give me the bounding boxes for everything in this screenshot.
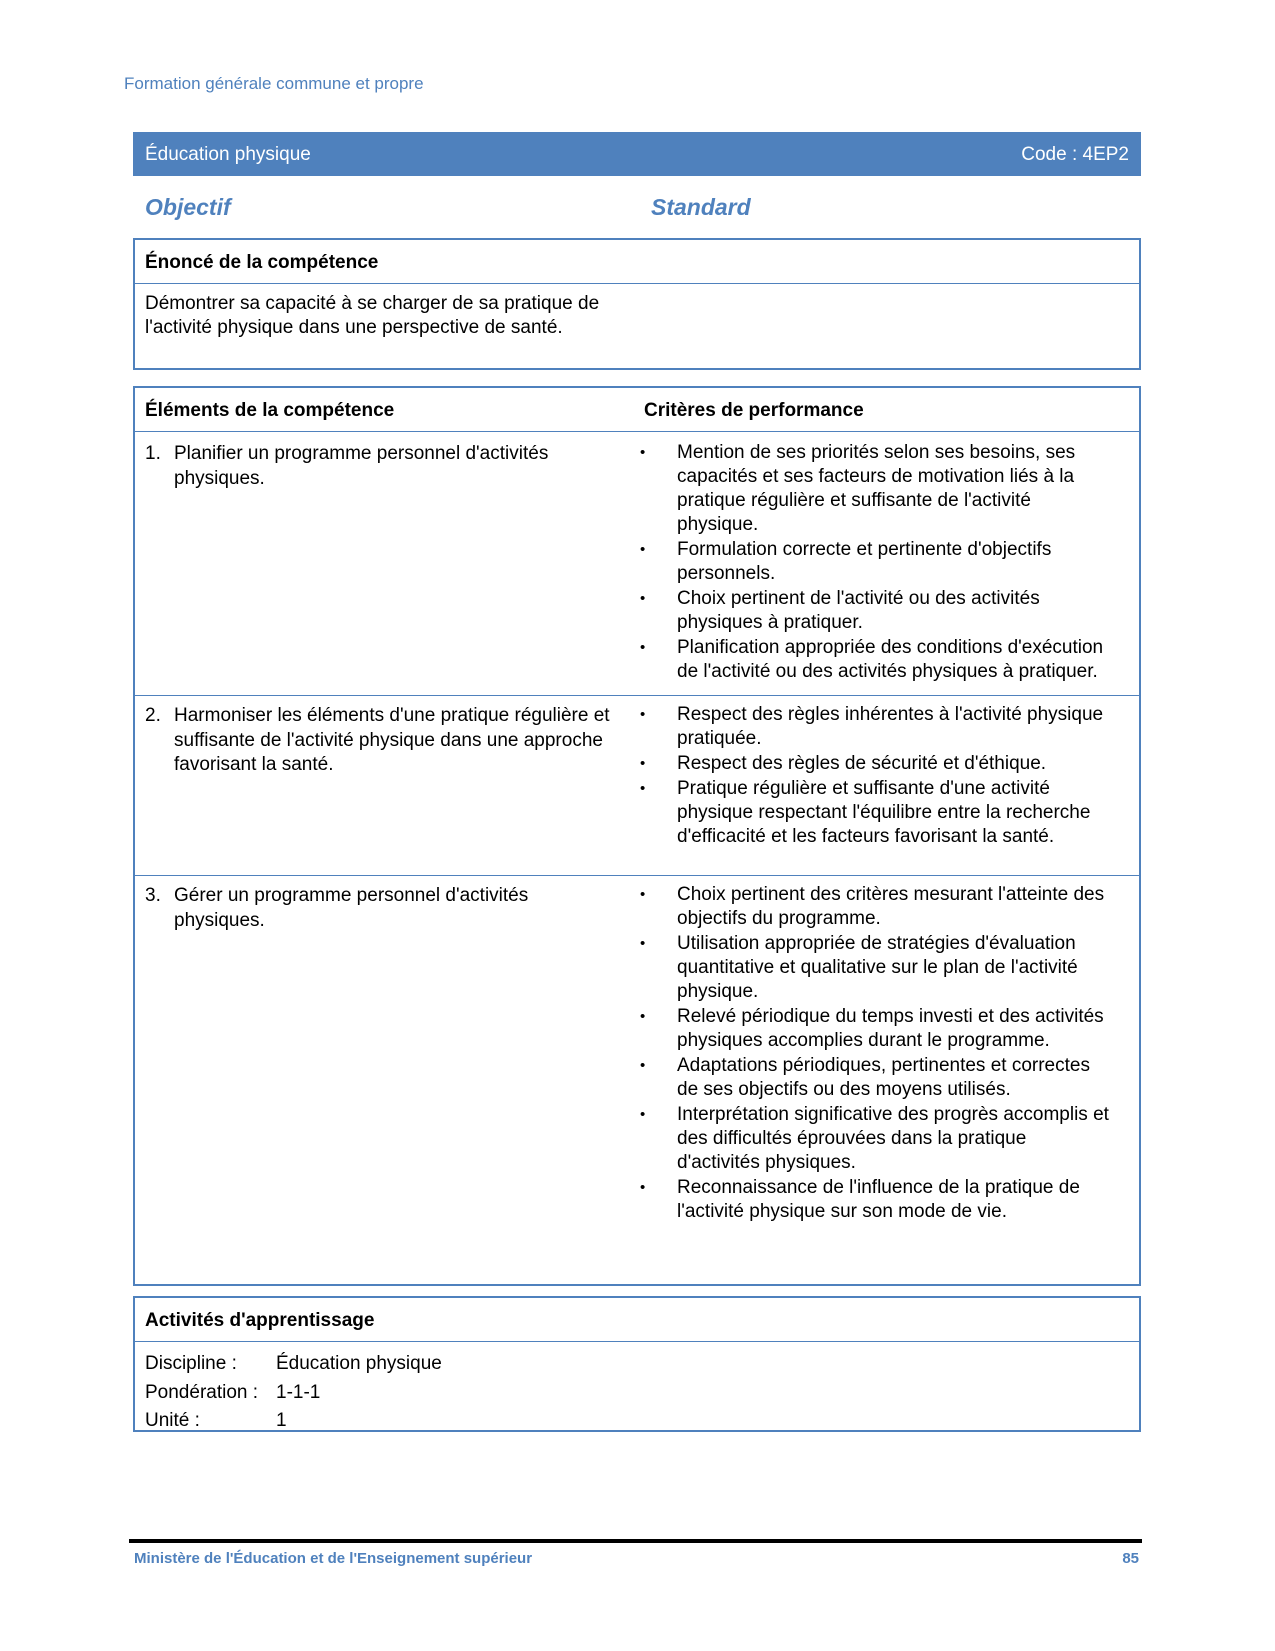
- element-text: Gérer un programme personnel d'activités physiques.: [174, 885, 529, 931]
- page-number: 85: [1122, 1550, 1139, 1567]
- bullet: •: [640, 780, 646, 797]
- course-subject: Éducation physique: [145, 144, 311, 165]
- enonce-header: Énoncé de la compétence: [135, 240, 1139, 284]
- ponderation-label: Pondération :: [145, 1382, 259, 1403]
- enonce-box: [133, 238, 1141, 370]
- element-text: Planifier un programme personnel d'activités physiques.: [174, 443, 549, 489]
- activites-header: Activités d'apprentissage: [135, 1298, 1139, 1342]
- running-head: Formation générale commune et propre: [124, 74, 424, 93]
- criterion: • Respect des règles inhérentes à l'activité physique pratiquée.: [640, 704, 1104, 749]
- elements-header: Éléments de la compétence: [145, 400, 395, 421]
- bullet: •: [640, 886, 646, 903]
- criterion: • Formulation correcte et pertinente d'objectifs personnels.: [640, 539, 1052, 584]
- criterion: • Utilisation appropriée de stratégies d'évaluation quantitative et qualitative sur le plan de l'activité physique.: [640, 933, 1078, 1002]
- activites-box: [133, 1296, 1141, 1432]
- discipline-value: Éducation physique: [276, 1353, 442, 1374]
- enonce-body: Démontrer sa capacité à se charger de sa pratique de l'activité physique dans une perspective de santé.: [145, 293, 600, 338]
- element-text: Harmoniser les éléments d'une pratique régulière et suffisante de l'activité physique dans une approche favorisant la santé.: [174, 705, 610, 775]
- element-number: 2.: [145, 705, 161, 726]
- criterion: • Relevé périodique du temps investi et des activités physiques accomplies durant le programme.: [640, 1006, 1104, 1051]
- bullet: •: [640, 1008, 646, 1025]
- page-footer: [134, 1550, 1139, 1567]
- bullet: •: [640, 1106, 646, 1123]
- unite-line: [145, 1410, 287, 1432]
- bullet: •: [640, 590, 646, 607]
- criteres-header: Critères de performance: [644, 400, 864, 421]
- criterion: • Reconnaissance de l'influence de la pratique de l'activité physique sur son mode de vie.: [640, 1177, 1080, 1222]
- element-number: 1.: [145, 443, 161, 464]
- ponderation-value: 1-1-1: [276, 1382, 321, 1403]
- criterion: • Interprétation significative des progrès accomplis et des difficultés éprouvées dans la pratique d'activités physiques.: [640, 1104, 1109, 1173]
- footer-rule: [129, 1539, 1142, 1543]
- bullet: •: [640, 935, 646, 952]
- criterion: • Mention de ses priorités selon ses besoins, ses capacités et ses facteurs de motivation liés à la pratique régulière et suffisante de l'activité physique.: [640, 442, 1076, 535]
- bullet: •: [640, 1179, 646, 1196]
- unite-value: 1: [276, 1410, 287, 1431]
- bullet: •: [640, 541, 646, 558]
- bullet: •: [640, 755, 646, 772]
- element-row-1: [135, 434, 1139, 696]
- bullet: •: [640, 444, 646, 461]
- ponderation-line: [145, 1382, 321, 1404]
- criterion: • Respect des règles de sécurité et d'éthique.: [640, 753, 1047, 774]
- unite-label: Unité :: [145, 1410, 200, 1431]
- criterion: • Adaptations périodiques, pertinentes et correctes de ses objectifs ou des moyens utilisés.: [640, 1055, 1090, 1100]
- element-row-2: [135, 698, 1139, 876]
- standard-label: Standard: [651, 194, 751, 220]
- bullet: •: [640, 706, 646, 723]
- course-title-bar: [133, 132, 1141, 176]
- criterion: • Choix pertinent de l'activité ou des activités physiques à pratiquer.: [640, 588, 1040, 633]
- criterion: • Pratique régulière et suffisante d'une activité physique respectant l'équilibre entre la recherche d'efficacité et les facteurs favorisant la santé.: [640, 778, 1091, 847]
- bullet: •: [640, 639, 646, 656]
- elements-header-row: [135, 388, 1139, 432]
- bullet: •: [640, 1057, 646, 1074]
- criterion: • Planification appropriée des conditions d'exécution de l'activité ou des activités physiques à pratiquer.: [640, 637, 1104, 682]
- discipline-label: Discipline :: [145, 1353, 237, 1374]
- discipline-line: [145, 1353, 442, 1375]
- course-code: Code : 4EP2: [1021, 144, 1129, 165]
- objectif-label: Objectif: [145, 194, 231, 220]
- element-row-3: [135, 878, 1139, 1284]
- element-number: 3.: [145, 885, 161, 906]
- footer-ministry: Ministère de l'Éducation et de l'Enseignement supérieur: [134, 1550, 533, 1567]
- elements-table: [133, 386, 1141, 1286]
- criterion: • Choix pertinent des critères mesurant l'atteinte des objectifs du programme.: [640, 884, 1105, 929]
